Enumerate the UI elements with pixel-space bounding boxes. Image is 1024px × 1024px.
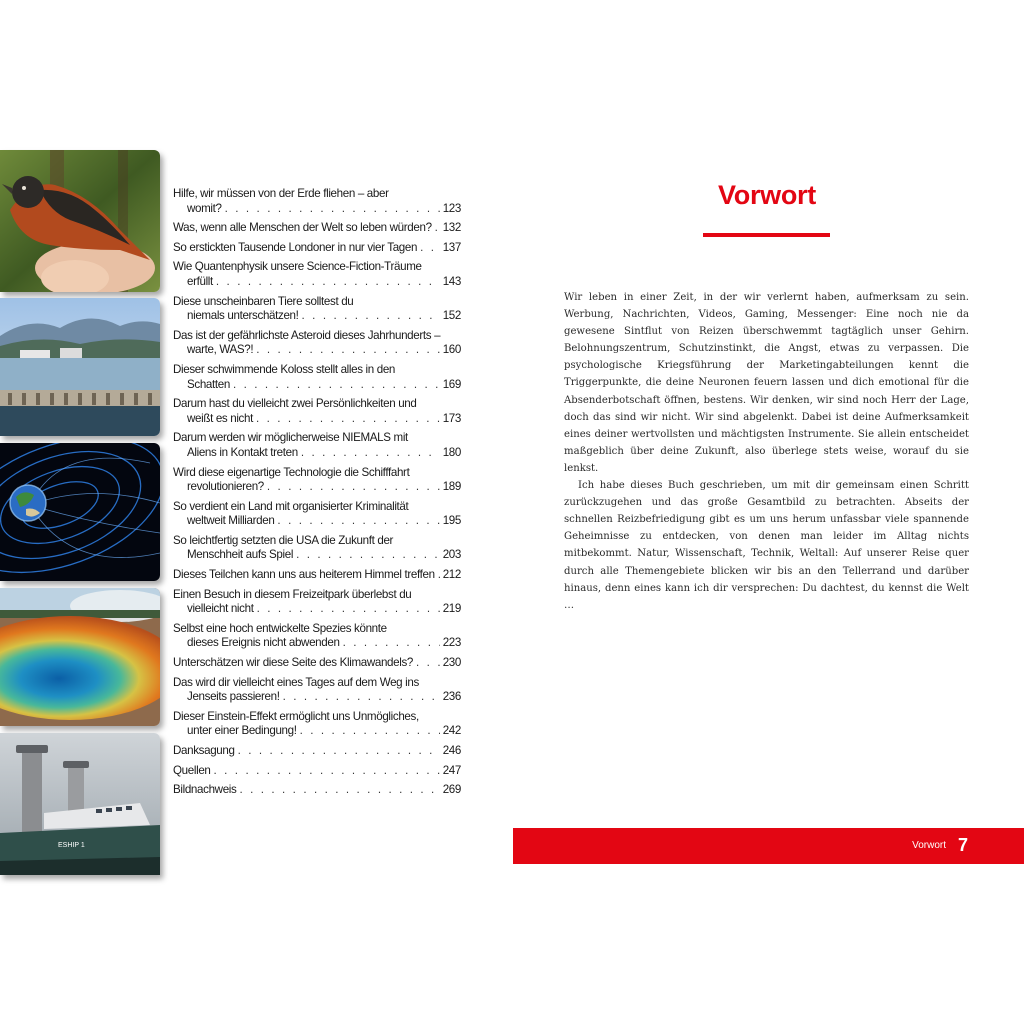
toc-entry-title: Wie Quantenphysik unsere Science-Fiction-Träume <box>173 260 422 274</box>
toc-entry <box>173 588 461 617</box>
page-number: 7 <box>957 835 968 855</box>
toc-entry-line <box>173 568 461 583</box>
toc-entry-text: womit? <box>187 201 222 215</box>
toc-dot-leader <box>216 275 440 290</box>
toc-entry <box>173 260 461 289</box>
toc-dot-leader <box>302 309 440 324</box>
foreword-paragraph-2: Ich habe dieses Buch geschrieben, um mit dir gemeinsam einen Schritt zurückzugehen und das große Gesamtbild zu betrachten. Abseits der schnellen Reizbefriedigung gibt es um uns herum unfassbar viele spannende Geheimnisse zu entdecken, von denen man leider im Alltag nichts mitbekommt. Natur, Wissenschaft, Technik, Weltall: Auf unserer Reise quer durch alle Themengebiete blicken wir bis an den Tellerrand und darüber hinaus, denn eines kann ich dir versprechen: Du dachtest, du kennst die Welt … <box>564 480 969 611</box>
toc-dot-leader <box>343 636 440 651</box>
toc-page-number: 137 <box>442 240 461 254</box>
toc-entry <box>173 241 461 256</box>
toc-dot-leader <box>420 241 440 256</box>
toc-entry-text: vielleicht nicht <box>187 602 254 616</box>
toc-dot-leader <box>256 343 439 358</box>
toc-entry <box>173 431 461 460</box>
toc-entry-line <box>173 602 461 617</box>
toc-entry-title: Hilfe, wir müssen von der Erde fliehen – aber <box>173 187 389 200</box>
photo-earth-magnetosphere <box>0 443 160 581</box>
foreword-text <box>564 289 969 614</box>
toc-entry-line <box>173 783 461 798</box>
toc-entry-line <box>173 724 461 739</box>
toc-entry-text: Was, wenn alle Menschen der Welt so leben würden? <box>173 221 432 235</box>
toc-dot-leader <box>257 602 440 617</box>
toc-entry <box>173 656 461 671</box>
toc-entry-text: Dieses Teilchen kann uns aus heiterem Himmel treffen <box>173 568 435 582</box>
toc-page-number: 195 <box>442 514 461 528</box>
toc-entry-text: So erstickten Tausende Londoner in nur vier Tagen <box>173 240 418 254</box>
toc-entry <box>173 397 461 426</box>
toc-entry <box>173 568 461 583</box>
photo-eship-rotor-ship <box>0 733 160 875</box>
toc-entry <box>173 783 461 798</box>
toc-page-number: 246 <box>442 744 461 757</box>
toc-entry-title: Selbst eine hoch entwickelte Spezies könnte <box>173 621 387 635</box>
toc-entry-text: weißt es nicht <box>187 411 253 425</box>
toc-dot-leader <box>416 656 440 671</box>
toc-page-number: 169 <box>442 377 461 391</box>
toc-dot-leader <box>435 221 440 236</box>
toc-entry-title: Diese unscheinbaren Tiere solltest du <box>173 294 354 308</box>
toc-entry-line <box>173 241 461 256</box>
toc-entry-text: niemals unterschätzen! <box>187 309 299 323</box>
toc-entry-text: Jenseits passieren! <box>187 690 280 704</box>
toc-entry <box>173 676 461 705</box>
toc-page-number: 143 <box>442 274 461 288</box>
toc-page-number: 132 <box>442 221 461 235</box>
toc-entry-title: Dieser Einstein-Effekt ermöglicht uns Unmögliches, <box>173 709 419 723</box>
toc-dot-leader <box>238 744 440 759</box>
toc-page-number: 152 <box>442 309 461 323</box>
toc-dot-leader <box>233 378 440 393</box>
toc-entry-line <box>173 548 461 563</box>
toc-page-number: 236 <box>442 690 461 704</box>
toc-entry-line <box>173 202 461 217</box>
page-title: Vorwort <box>718 180 816 210</box>
toc-entry-title: Wird diese eigenartige Technologie die Schifffahrt <box>173 465 410 479</box>
toc-entry <box>173 295 461 324</box>
toc-page-number: 123 <box>442 201 461 215</box>
toc-entry-line <box>173 656 461 671</box>
toc-page-number: 160 <box>442 343 461 357</box>
toc-entry-title: Das wird dir vielleicht eines Tages auf dem Weg ins <box>173 675 419 689</box>
toc-entry-title: Dieser schwimmende Koloss stellt alles in den <box>173 362 396 376</box>
toc-entry <box>173 329 461 358</box>
toc-page-number: 212 <box>442 568 461 582</box>
toc-entry-title: So verdient ein Land mit organisierter Kriminalität <box>173 499 409 513</box>
toc-page-number: 247 <box>442 763 461 777</box>
toc-entry-text: Bildnachweis <box>173 783 237 797</box>
toc-entry-text: Danksagung <box>173 744 235 757</box>
toc-entry-line <box>173 221 461 236</box>
toc-entry <box>173 764 461 779</box>
page-footer-bar <box>513 828 1024 864</box>
toc-entry-text: Unterschätzen wir diese Seite des Klimawandels? <box>173 656 414 670</box>
toc-page-number: 203 <box>442 548 461 562</box>
toc-entry <box>173 500 461 529</box>
toc-entry-text: revolutionieren? <box>187 480 264 494</box>
toc-entry-line <box>173 378 461 393</box>
toc-entry-line <box>173 480 461 495</box>
toc-page-number: 180 <box>442 445 461 459</box>
toc-dot-leader <box>300 724 440 739</box>
toc-entry-title: Darum werden wir möglicherweise NIEMALS mit <box>173 431 408 445</box>
toc-dot-leader <box>214 764 440 779</box>
foreword-paragraph-1: Wir leben in einer Zeit, in der wir verlernt haben, aufmerksam zu sein. Werbung, Nachrichten, Videos, Gaming, Messenger: Eine noch nie da gewesene Sintflut von Reizen überschwemmt tagtäglich unser Gehirn. Belohnungszentrum, Schutzinstinkt, die Angst, etwas zu verpassen. Die psychologische Kriegsführung der Marketingabteilungen kennt die Triggerpunkte, die deine Neuronen feuern lassen und dich emotional für die Absenderbotschaft öffnen, bestens. Wir denken, wir sind noch Herr der Lage, doch das sind wir nicht. Wir sind abgelenkt. Dabei ist deine Aufmerksamkeit eines deiner wertvollsten und mächtigsten Instrumente. Sie allein entscheidet maßgeblich über deine Zukunft, also überlege stets weise, worauf du sie lenkst. <box>564 292 969 474</box>
title-underline <box>703 233 830 237</box>
toc-dot-leader <box>239 783 439 798</box>
toc-entry <box>173 710 461 739</box>
toc-dot-leader <box>267 480 440 495</box>
toc-dot-leader <box>256 412 440 427</box>
toc-entry <box>173 744 461 759</box>
toc-entry-title: Darum hast du vielleicht zwei Persönlichkeiten und <box>173 397 417 411</box>
running-footer-label: Vorwort <box>912 840 946 851</box>
toc-entry-line <box>173 764 461 779</box>
toc-entry <box>173 187 461 216</box>
toc-entry-title: Das ist der gefährlichste Asteroid dieses Jahrhunderts – <box>173 328 441 342</box>
toc-entry <box>173 622 461 651</box>
ship-hull-lettering: ESHIP 1 <box>58 842 85 849</box>
toc-entry-text: dieses Ereignis nicht abwenden <box>187 636 340 650</box>
toc-entry-text: warte, WAS?! <box>187 343 254 357</box>
toc-page-number: 223 <box>442 636 461 650</box>
toc-page-number: 219 <box>442 602 461 616</box>
toc-entry-title: Einen Besuch in diesem Freizeitpark überlebst du <box>173 587 412 601</box>
toc-page-number: 173 <box>442 411 461 425</box>
toc-entry <box>173 221 461 236</box>
photo-grand-prismatic-spring <box>0 588 160 726</box>
toc-entry-line <box>173 514 461 529</box>
toc-dot-leader <box>301 446 440 461</box>
toc-dot-leader <box>438 568 440 583</box>
toc-dot-leader <box>277 514 439 529</box>
toc-dot-leader <box>296 548 440 563</box>
toc-dot-leader <box>225 202 440 217</box>
toc-dot-leader <box>283 690 440 705</box>
toc-entry-title: So leichtfertig setzten die USA die Zukunft der <box>173 533 394 547</box>
toc-page-number: 230 <box>442 656 461 670</box>
photo-three-gorges-dam <box>0 298 160 436</box>
toc-entry-text: Schatten <box>187 377 230 391</box>
toc-entry-line <box>173 690 461 705</box>
toc-entry-text: weltweit Milliarden <box>187 514 275 528</box>
photo-bird-in-hand <box>0 150 160 292</box>
toc-entry-text: Aliens in Kontakt treten <box>187 445 298 459</box>
toc-entry-line <box>173 412 461 427</box>
toc-entry-line <box>173 636 461 651</box>
toc-entry-text: Quellen <box>173 763 211 777</box>
toc-page-number: 189 <box>442 480 461 494</box>
toc-entry-line <box>173 446 461 461</box>
toc-entry-line <box>173 309 461 324</box>
toc-entry <box>173 363 461 392</box>
toc-page-number: 242 <box>442 724 461 738</box>
toc-entry-line <box>173 744 461 759</box>
toc-entry-text: erfüllt <box>187 274 213 288</box>
toc-entry-text: Menschheit aufs Spiel <box>187 548 294 562</box>
toc-entry <box>173 466 461 495</box>
toc-page-number: 269 <box>442 783 461 797</box>
toc-entry-line <box>173 275 461 290</box>
toc-entry <box>173 534 461 563</box>
table-of-contents <box>173 187 461 803</box>
toc-entry-text: unter einer Bedingung! <box>187 724 297 738</box>
toc-entry-line <box>173 343 461 358</box>
